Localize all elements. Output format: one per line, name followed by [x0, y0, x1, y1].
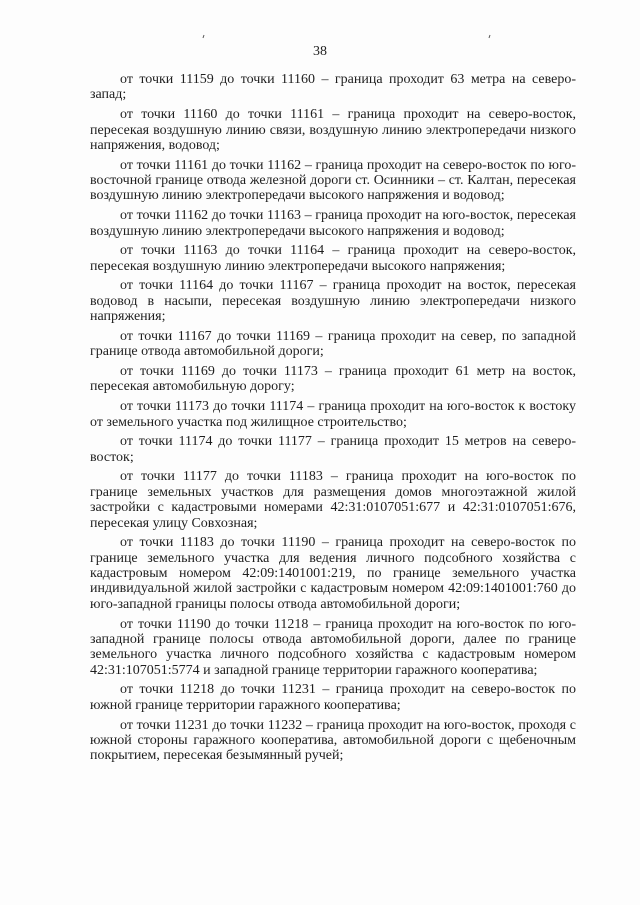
paragraph: от точки 11218 до точки 11231 – граница проходит на северо-восток по южной границе территории гаражного кооператива; [90, 682, 576, 713]
paragraph: от точки 11164 до точки 11167 – граница проходит на восток, пересекая водовод в насыпи, пересекая воздушную линию электропередачи низкого напряжения; [90, 278, 576, 325]
paragraph: от точки 11163 до точки 11164 – граница проходит на северо-восток, пересекая воздушную линию электропередачи высокого напряжения; [90, 243, 576, 274]
paragraph: от точки 11169 до точки 11173 – граница проходит 61 метр на восток, пересекая автомобильную дорогу; [90, 363, 576, 395]
document-body [90, 72, 576, 768]
scan-speck-right [489, 35, 490, 38]
paragraph: от точки 11159 до точки 11160 – граница проходит 63 метра на северо-запад; [90, 72, 576, 103]
paragraph: от точки 11190 до точки 11218 – граница проходит на юго-восток по юго-западной границе полосы отвода автомобильной дороги, далее по границе земельного участка личного подсобного хозяйства с кадастровым номером 42:31:107051:5774 и западной границе территории гаражного кооператива; [90, 616, 576, 678]
paragraph: от точки 11167 до точки 11169 – граница проходит на север, по западной границе отвода автомобильной дороги; [90, 328, 576, 360]
paragraph: от точки 11160 до точки 11161 – граница проходит на северо-восток, пересекая воздушную линию связи, воздушную линию электропередачи низкого напряжения, водовод; [90, 107, 576, 153]
scan-speck-left [203, 35, 204, 38]
page-number: 38 [313, 44, 327, 59]
paragraph: от точки 11183 до точки 11190 – граница проходит на северо-восток по границе земельного участка для ведения личного подсобного хозяйства с кадастровым номером 42:09:1401001:219, по границе земельного участка индивидуальной жилой застройки с кадастровым номером 42:09:1401001:760 до юго-западной границы полосы отвода автомобильной дороги; [90, 535, 576, 612]
paragraph: от точки 11173 до точки 11174 – граница проходит на юго-восток к востоку от земельного участка под жилищное строительство; [90, 399, 576, 430]
paragraph: от точки 11177 до точки 11183 – граница проходит на юго-восток по границе земельных участков для размещения домов многоэтажной жилой застройки с кадастровыми номерами 42:31:0107051:677 и 42:31:0107051:676, пересекая улицу Совхозная; [90, 469, 576, 531]
paragraph: от точки 11162 до точки 11163 – граница проходит на юго-восток, пересекая воздушную линию электропередачи высокого напряжения и водовод; [90, 208, 576, 239]
paragraph: от точки 11161 до точки 11162 – граница проходит на северо-восток по юго-восточной границе отвода железной дороги ст. Осинники – ст. Калтан, пересекая воздушную линию электропередачи высокого напряжения и водовод; [90, 157, 576, 204]
paragraph: от точки 11231 до точки 11232 – граница проходит на юго-восток, проходя с южной стороны гаражного кооператива, автомобильной дороги с щебеночным покрытием, пересекая безымянный ручей; [90, 717, 576, 764]
paragraph: от точки 11174 до точки 11177 – граница проходит 15 метров на северо-восток; [90, 434, 576, 465]
